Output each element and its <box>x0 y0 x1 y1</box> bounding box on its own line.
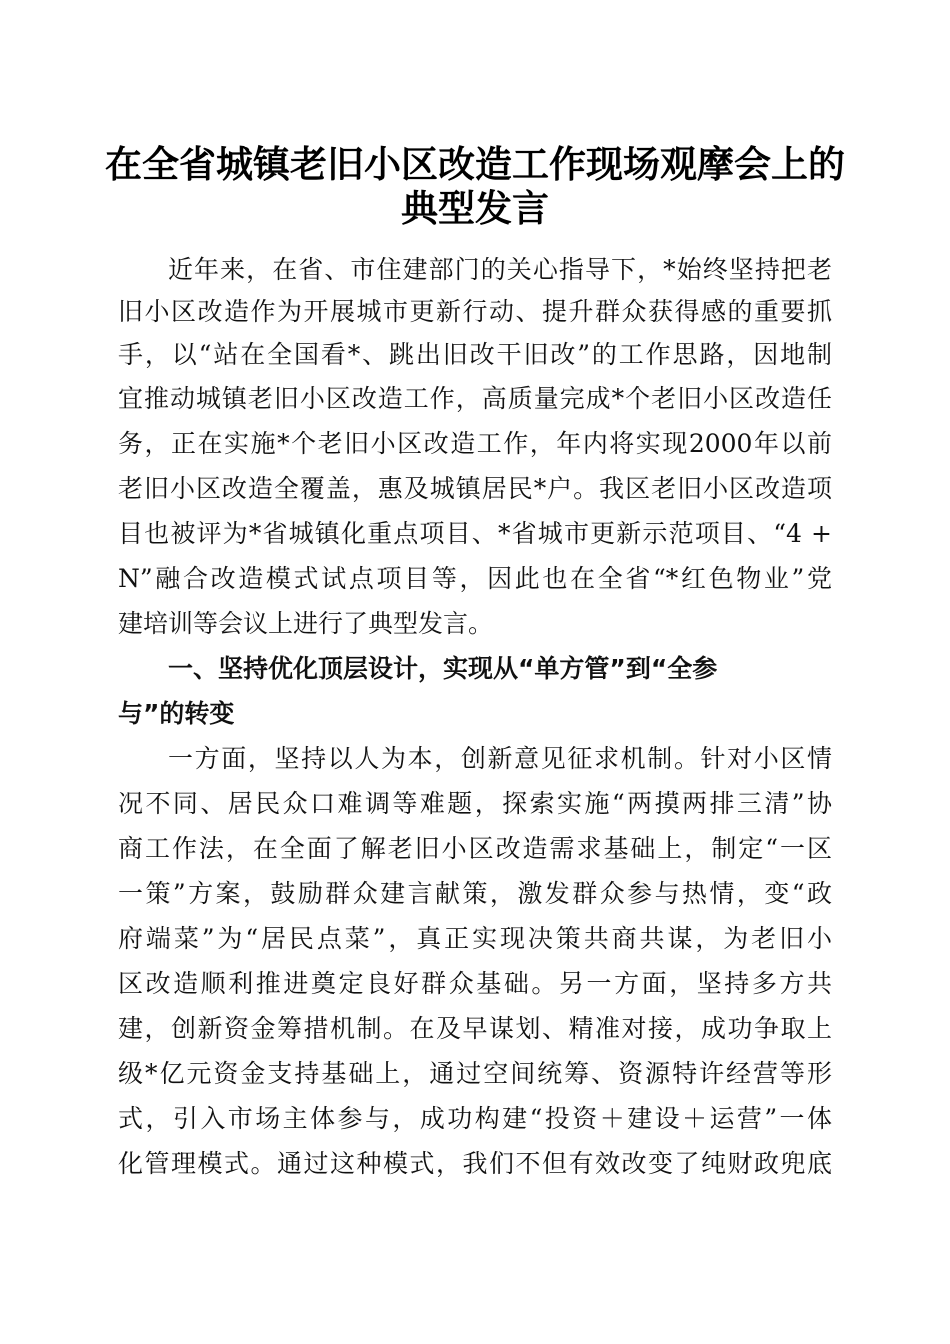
paragraph-line: 旧小区改造作为开展城市更新行动、提升群众获得感的重要抓 <box>118 297 832 326</box>
section-heading-line-1: 一、坚持优化顶层设计，实现从“单方管”到“全参 <box>168 654 718 683</box>
paragraph-line: 近年来，在省、市住建部门的关心指导下，*始终坚持把老 <box>168 255 832 284</box>
paragraph-line: 化管理模式。通过这种模式，我们不但有效改变了纯财政兜底 <box>118 1149 832 1178</box>
paragraph-line: 一方面，坚持以人为本，创新意见征求机制。针对小区情 <box>168 744 832 773</box>
paragraph-line: N”融合改造模式试点项目等，因此也在全省“*红色物业”党 <box>118 564 832 593</box>
paragraph-line: 建，创新资金筹措机制。在及早谋划、精准对接，成功争取上 <box>118 1014 832 1043</box>
paragraph-line: 级*亿元资金支持基础上，通过空间统筹、资源特许经营等形 <box>118 1059 832 1088</box>
paragraph-line: 宜推动城镇老旧小区改造工作，高质量完成*个老旧小区改造任 <box>118 384 832 413</box>
paragraph-line: 一策”方案，鼓励群众建言献策，激发群众参与热情，变“政 <box>118 879 832 908</box>
paragraph-line: 府端菜”为“居民点菜”，真正实现决策共商共谋，为老旧小 <box>118 924 832 953</box>
paragraph-line: 务，正在实施*个老旧小区改造工作，年内将实现2000年以前 <box>118 429 832 458</box>
paragraph-line: 建培训等会议上进行了典型发言。 <box>118 609 494 638</box>
paragraph-line: 手，以“站在全国看*、跳出旧改干旧改”的工作思路，因地制 <box>118 340 832 369</box>
paragraph-line: 目也被评为*省城镇化重点项目、*省城市更新示范项目、“4 + <box>118 519 832 548</box>
section-heading-line-2: 与”的转变 <box>118 699 235 728</box>
paragraph-line: 况不同、居民众口难调等难题，探索实施“两摸两排三清”协 <box>118 789 832 818</box>
paragraph-line: 老旧小区改造全覆盖，惠及城镇居民*户。我区老旧小区改造项 <box>118 474 832 503</box>
paragraph-line: 式，引入市场主体参与，成功构建“投资＋建设＋运营”一体 <box>118 1104 832 1133</box>
paragraph-line: 商工作法，在全面了解老旧小区改造需求基础上，制定“一区 <box>118 834 832 863</box>
document-title-line-1: 在全省城镇老旧小区改造工作现场观摩会上的 <box>105 142 845 186</box>
document-title-line-2: 典型发言 <box>401 186 549 230</box>
paragraph-line: 区改造顺利推进奠定良好群众基础。另一方面，坚持多方共 <box>118 969 832 998</box>
